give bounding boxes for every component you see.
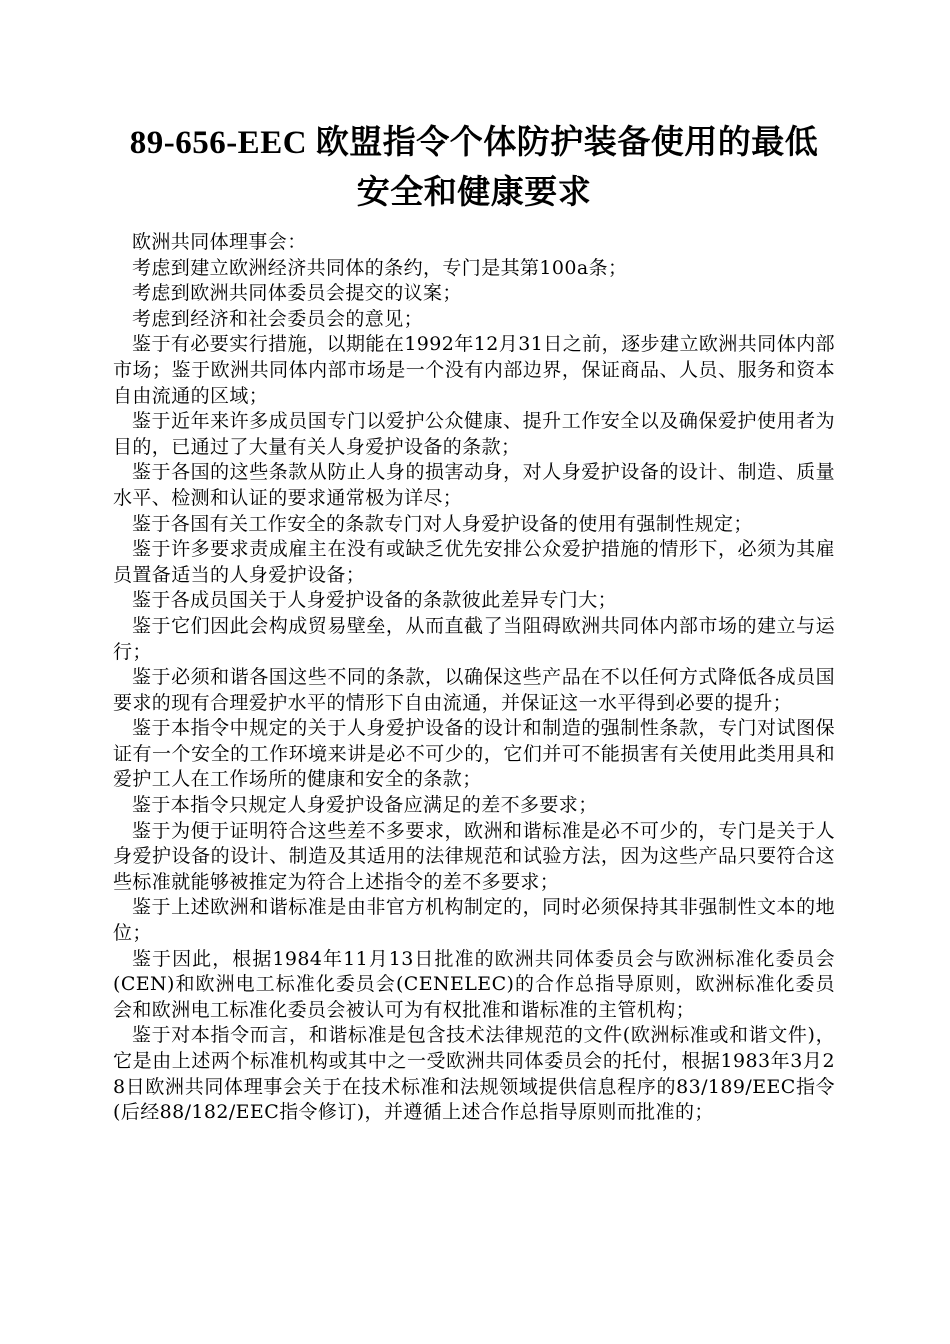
paragraph: 鉴于本指令只规定人身爱护设备应满足的差不多要求；: [132, 794, 598, 817]
paragraph: 鉴于各国有关工作安全的条款专门对人身爱护设备的使用有强制性规定；: [132, 512, 753, 535]
paragraph: 鉴于有必要实行措施，以期能在1992年12月31日之前，逐步建立欧洲共同体内部市场；鉴于欧洲共同体内部市场是一个没有内部边界，保证商品、人员、服务和资本自由流通的区域；: [113, 333, 835, 407]
paragraph: 鉴于为便于证明符合这些差不多要求，欧洲和谐标准是必不可少的，专门是关于人身爱护设备的设计、制造及其适用的法律规范和试验方法，因为这些产品只要符合这些标准就能够被推定为符合上述指令的差不多要求；: [113, 819, 835, 893]
paragraph: 鉴于它们因此会构成贸易壁垒，从而直截了当阻碍欧洲共同体内部市场的建立与运行；: [113, 614, 835, 663]
paragraph: 考虑到欧洲共同体委员会提交的议案；: [132, 282, 462, 305]
document-title: 89-656-EEC 欧盟指令个体防护装备使用的最低安全和健康要求: [129, 125, 819, 211]
paragraph: 鉴于对本指令而言，和谐标准是包含技术法律规范的文件(欧洲标准或和谐文件)，它是由上述两个标准机构或其中之一受欧洲共同体委员会的托付，根据1983年3月28日欧洲共同体理事会关于在技术标准和法规领域提供信息程序的83/189/EEC指令(后经88/182/EEC指令修订)，并遵循上述合作总指导原则而批准的；: [113, 1024, 835, 1124]
paragraph: 鉴于各国的这些条款从防止人身的损害动身，对人身爱护设备的设计、制造、质量水平、检测和认证的要求通常极为详尽；: [113, 461, 835, 509]
paragraph: 鉴于许多要求责成雇主在没有或缺乏优先安排公众爱护措施的情形下，必须为其雇员置备适当的人身爱护设备；: [113, 538, 835, 586]
paragraph: 鉴于近年来许多成员国专门以爱护公众健康、提升工作安全以及确保爱护使用者为目的，已通过了大量有关人身爱护设备的条款；: [113, 410, 835, 458]
paragraph: 欧洲共同体理事会：: [132, 231, 307, 253]
paragraph: 鉴于上述欧洲和谐标准是由非官方机构制定的，同时必须保持其非强制性文本的地位；: [113, 896, 835, 945]
paragraph: 鉴于各成员国关于人身爱护设备的条款彼此差异专门大；: [132, 589, 618, 612]
paragraph: 鉴于必须和谐各国这些不同的条款，以确保这些产品在不以任何方式降低各成员国要求的现有合理爱护水平的情形下自由流通，并保证这一水平得到必要的提升；: [113, 666, 835, 714]
paragraph: 考虑到经济和社会委员会的意见；: [132, 307, 424, 330]
document-body: [113, 230, 835, 1126]
paragraph: 鉴于本指令中规定的关于人身爱护设备的设计和制造的强制性条款，专门对试图保证有一个安全的工作环境来讲是必不可少的，它们并可不能损害有关使用此类用具和爱护工人在工作场所的健康和安全的条款；: [113, 717, 835, 791]
document-page: [113, 118, 835, 1126]
paragraph: 考虑到建立欧洲经济共同体的条约，专门是其第100a条；: [132, 256, 628, 279]
paragraph: 鉴于因此，根据1984年11月13日批准的欧洲共同体委员会与欧洲标准化委员会(CEN)和欧洲电工标准化委员会(CENELEC)的合作总指导原则，欧洲标准化委员会和欧洲电工标准化委员会被认可为有权批准和谐标准的主管机构；: [113, 947, 835, 1021]
